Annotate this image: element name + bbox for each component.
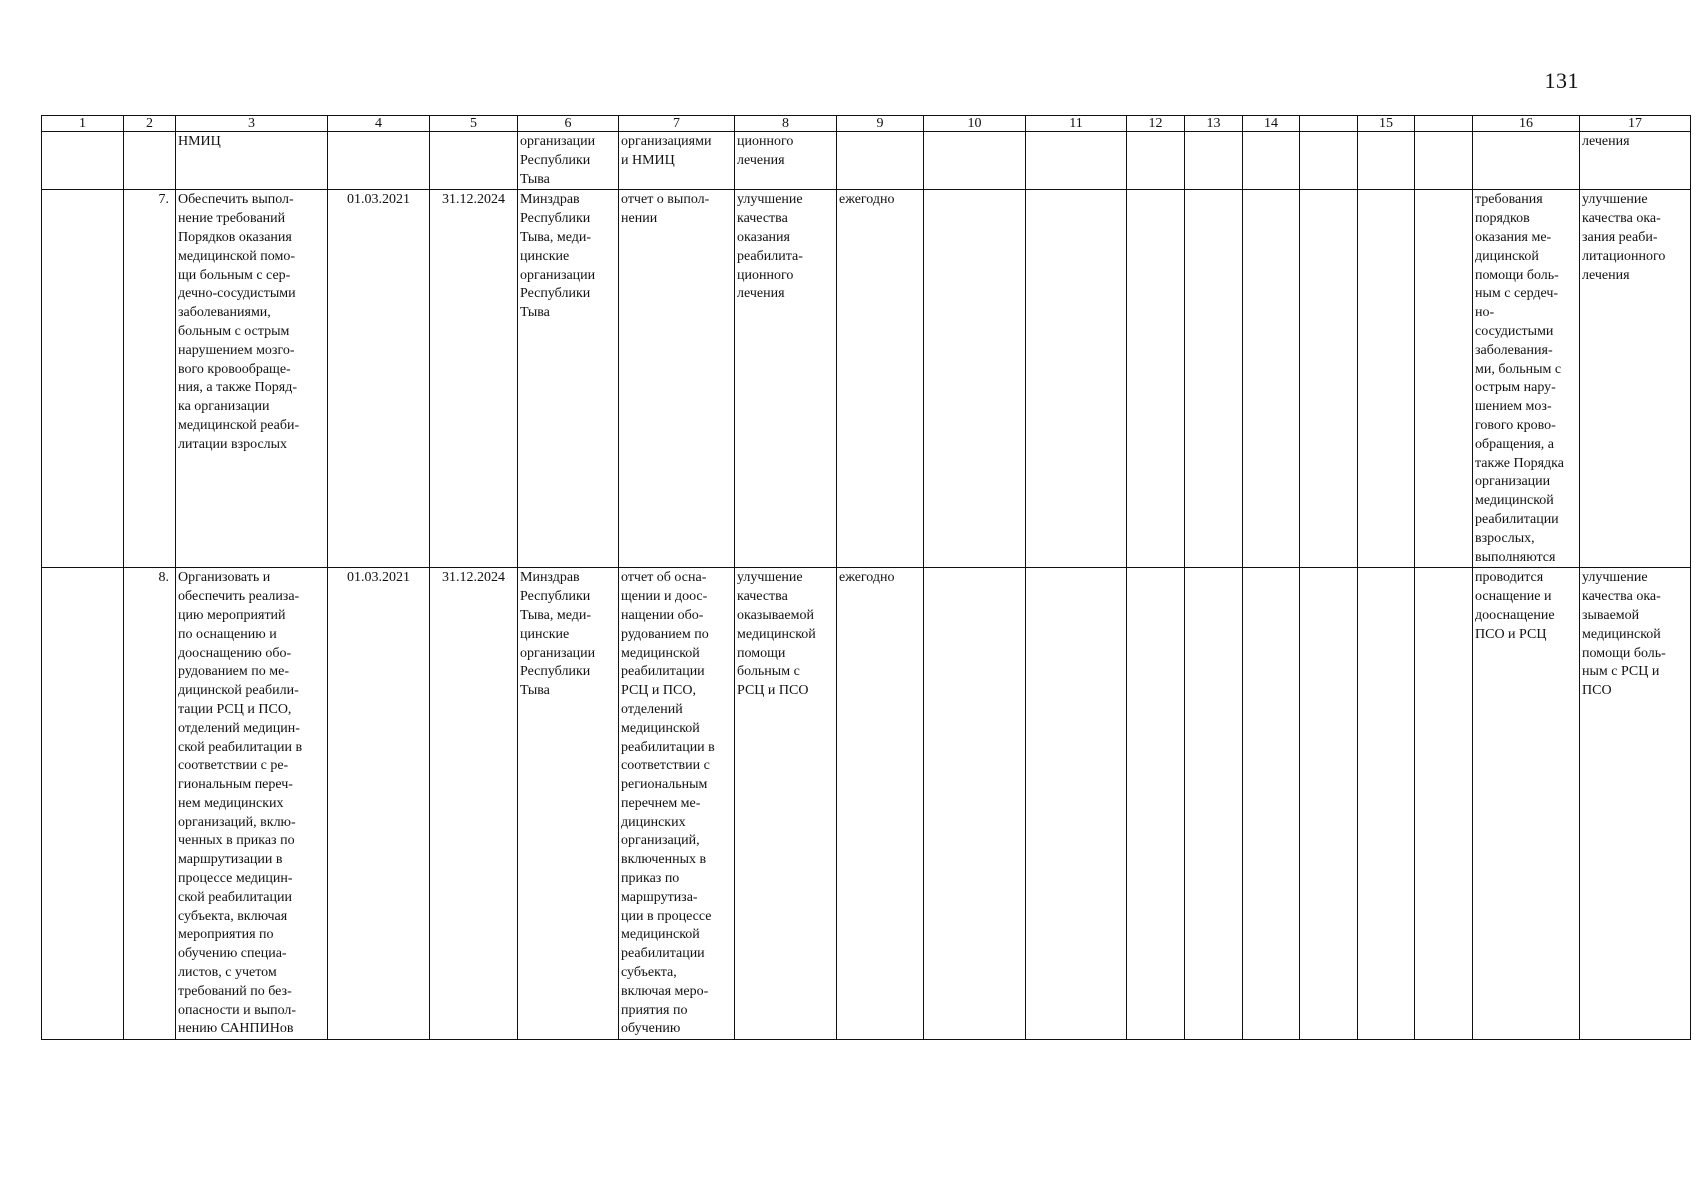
column-number: 4	[328, 116, 430, 132]
table-row	[42, 568, 1691, 1040]
column-number: 12	[1127, 116, 1185, 132]
column-number	[1415, 116, 1473, 132]
action-text: НМИЦ	[176, 132, 328, 190]
period-text: ежегодно	[837, 568, 924, 1040]
effect-text: улучшение качества ока- зываемой медицинской помощи боль- ным с РСЦ и ПСО	[1580, 568, 1691, 1040]
start-date: 01.03.2021	[328, 190, 430, 568]
column-number: 8	[735, 116, 837, 132]
responsible-text: Минздрав Республики Тыва, меди- цинские организации Республики Тыва	[518, 190, 619, 568]
row-number: 7.	[124, 190, 176, 568]
empty-cell	[1358, 190, 1415, 568]
column-number: 15	[1358, 116, 1415, 132]
column-number: 11	[1026, 116, 1127, 132]
period-text	[837, 132, 924, 190]
column-number: 10	[924, 116, 1026, 132]
period-text: ежегодно	[837, 190, 924, 568]
start-date	[328, 132, 430, 190]
empty-cell	[42, 132, 124, 190]
report-text: отчет об осна- щении и доос- нащении обо- рудованием по медицинской реабилитации РСЦ и ПСО, отделений медицинской реабилитации в соответствии с региональным перечнем ме- дицинских организаций, включенных в приказ по маршрутиза- ции в процессе медицинской реабилитации субъекта, включая меро- приятия по обучению	[619, 568, 735, 1040]
empty-cell	[1300, 568, 1358, 1040]
empty-cell	[1026, 132, 1127, 190]
column-number: 1	[42, 116, 124, 132]
column-number: 13	[1185, 116, 1243, 132]
empty-cell	[1415, 568, 1473, 1040]
report-text: отчет о выпол- нении	[619, 190, 735, 568]
row-number: 8.	[124, 568, 176, 1040]
empty-cell	[1415, 190, 1473, 568]
effect-text: улучшение качества ока- зания реаби- литационного лечения	[1580, 190, 1691, 568]
empty-cell	[1300, 190, 1358, 568]
empty-cell	[924, 568, 1026, 1040]
end-date: 31.12.2024	[430, 568, 518, 1040]
page-number: 131	[1544, 68, 1579, 93]
column-number: 17	[1580, 116, 1691, 132]
result-text: ционного лечения	[735, 132, 837, 190]
empty-cell	[1026, 190, 1127, 568]
empty-cell	[924, 190, 1026, 568]
empty-cell	[1415, 132, 1473, 190]
status-text: проводится оснащение и дооснащение ПСО и РСЦ	[1473, 568, 1580, 1040]
empty-cell	[1185, 190, 1243, 568]
responsible-text: Минздрав Республики Тыва, меди- цинские организации Республики Тыва	[518, 568, 619, 1040]
column-number: 7	[619, 116, 735, 132]
action-text: Обеспечить выпол- нение требований Порядков оказания медицинской помо- щи больным с сер- дечно-сосудистыми заболеваниями, больным с острым нарушением мозго- вого кровообраще- ния, а также Поряд- ка организации медицинской реаби- литации взрослых	[176, 190, 328, 568]
table-row	[42, 190, 1691, 568]
column-number: 14	[1243, 116, 1300, 132]
status-text	[1473, 132, 1580, 190]
column-number: 5	[430, 116, 518, 132]
empty-cell	[1185, 132, 1243, 190]
effect-text: лечения	[1580, 132, 1691, 190]
result-text: улучшение качества оказываемой медицинской помощи больным с РСЦ и ПСО	[735, 568, 837, 1040]
empty-cell	[1185, 568, 1243, 1040]
end-date	[430, 132, 518, 190]
report-text: организациями и НМИЦ	[619, 132, 735, 190]
column-number: 16	[1473, 116, 1580, 132]
column-number: 9	[837, 116, 924, 132]
empty-cell	[1127, 568, 1185, 1040]
empty-cell	[924, 132, 1026, 190]
column-number: 6	[518, 116, 619, 132]
empty-cell	[1127, 132, 1185, 190]
empty-cell	[42, 190, 124, 568]
end-date: 31.12.2024	[430, 190, 518, 568]
status-text: требования порядков оказания ме- дицинской помощи боль- ным с сердеч- но- сосудистыми заболевания- ми, больным с острым нару- шением моз- гового крово- обращения, а также Порядка организации медицинской реабилитации взрослых, выполняются	[1473, 190, 1580, 568]
row-number	[124, 132, 176, 190]
responsible-text: организации Республики Тыва	[518, 132, 619, 190]
column-number: 3	[176, 116, 328, 132]
action-text: Организовать и обеспечить реализа- цию мероприятий по оснащению и дооснащению обо- рудованием по ме- дицинской реабили- тации РСЦ и ПСО, отделений медицин- ской реабилитации в соответствии с ре- гиональным переч- нем медицинских организаций, вклю- ченных в приказ по маршрутизации в процессе медицин- ской реабилитации субъекта, включая мероприятия по обучению специа- листов, с учетом требований по без- опасности и выпол- нению САНПИНов	[176, 568, 328, 1040]
empty-cell	[42, 568, 124, 1040]
result-text: улучшение качества оказания реабилита- ционного лечения	[735, 190, 837, 568]
empty-cell	[1358, 568, 1415, 1040]
empty-cell	[1358, 132, 1415, 190]
table-row	[42, 132, 1691, 190]
empty-cell	[1243, 190, 1300, 568]
column-number-row	[42, 116, 1691, 132]
empty-cell	[1300, 132, 1358, 190]
empty-cell	[1026, 568, 1127, 1040]
plan-table	[41, 115, 1691, 1040]
column-number	[1300, 116, 1358, 132]
column-number: 2	[124, 116, 176, 132]
empty-cell	[1243, 568, 1300, 1040]
start-date: 01.03.2021	[328, 568, 430, 1040]
empty-cell	[1127, 190, 1185, 568]
empty-cell	[1243, 132, 1300, 190]
